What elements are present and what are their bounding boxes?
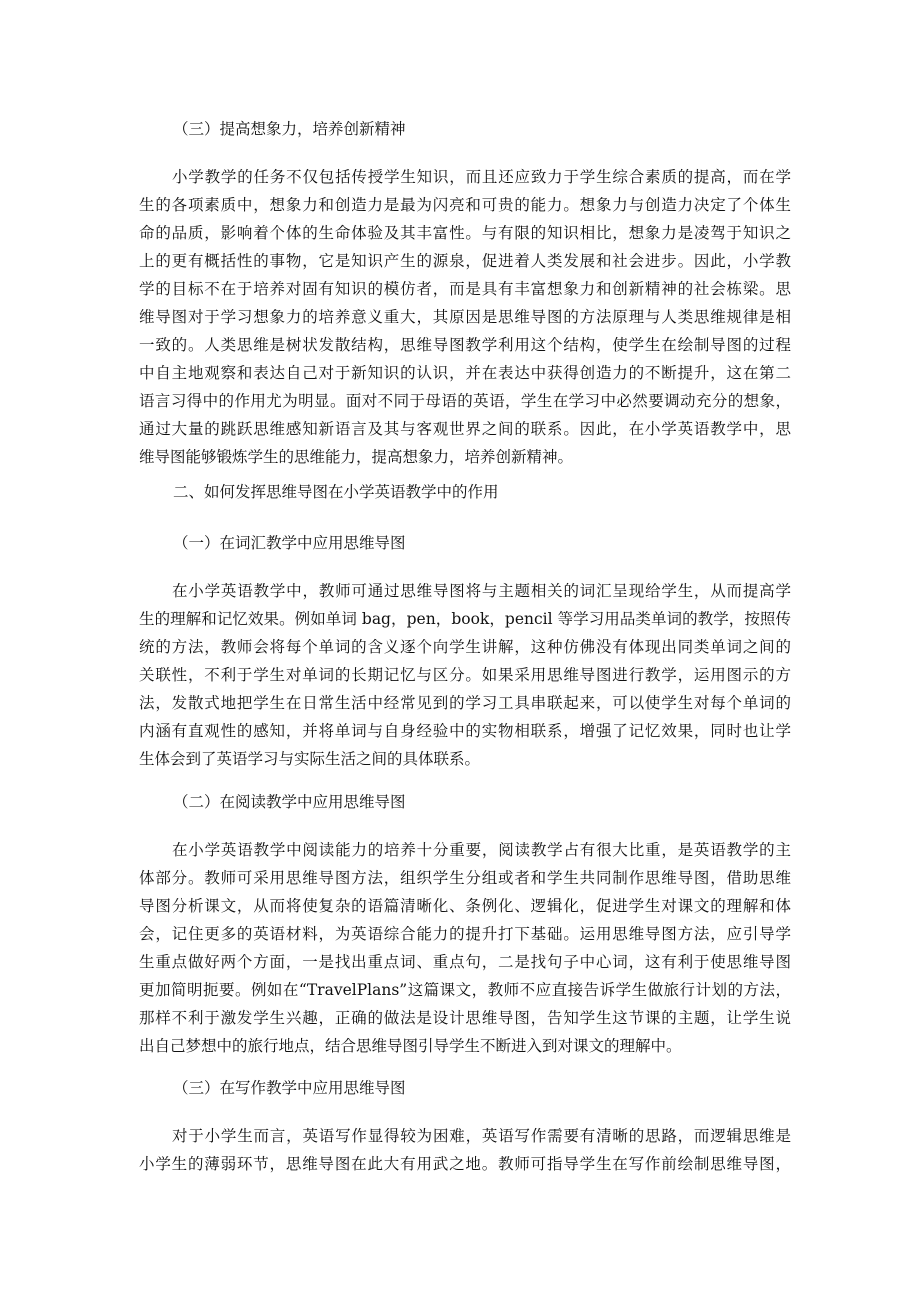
- text-line: 法，发散式地把学生在日常生活中经常见到的学习工具串联起来，可以使学生对每个单词的: [139, 694, 791, 712]
- text-line: 导图分析课文，从而将使复杂的语篇清晰化、条例化、逻辑化，促进学生对课文的理解和体: [139, 897, 791, 915]
- subheading-reading: （二）在阅读教学中应用思维导图: [173, 793, 406, 811]
- paragraph-writing: [139, 1122, 791, 1178]
- text-line: 那样不利于激发学生兴趣，正确的做法是设计思维导图，告知学生这节课的主题，让学生说: [139, 1009, 791, 1027]
- subheading-writing: （三）在写作教学中应用思维导图: [173, 1079, 406, 1097]
- text-line: 在小学英语教学中阅读能力的培养十分重要，阅读教学占有很大比重，是英语教学的主: [172, 841, 791, 859]
- text-line: 上的更有概括性的事物，它是知识产生的源泉，促进着人类发展和社会进步。因此，小学教: [139, 252, 791, 270]
- text-line: 内涵有直观性的感知，并将单词与自身经验中的实物相联系，增强了记忆效果，同时也让学: [139, 722, 791, 740]
- text-line: 通过大量的跳跃思维感知新语言及其与客观世界之间的联系。因此，在小学英语教学中，思: [139, 420, 791, 438]
- text-line: 一致的。人类思维是树状发散结构，思维导图教学利用这个结构，使学生在绘制导图的过程: [139, 336, 791, 354]
- text-line: 小学教学的任务不仅包括传授学生知识，而且还应致力于学生综合素质的提高，而在学: [172, 168, 791, 186]
- text-line: 维导图对于学习想象力的培养意义重大，其原因是思维导图的方法原理与人类思维规律是相: [139, 308, 791, 326]
- text-line: 中自主地观察和表达自己对于新知识的认识，并在表达中获得创造力的不断提升，这在第二: [139, 364, 791, 382]
- text-line: 更加简明扼要。例如在“TravelPlans”这篇课文，教师不应直接告诉学生做旅行计划的方法，: [139, 981, 791, 999]
- text-line: 生体会到了英语学习与实际生活之间的具体联系。: [139, 750, 481, 768]
- paragraph-imagination: [139, 163, 791, 471]
- text-line: 会，记住更多的英语材料，为英语综合能力的提升打下基础。运用思维导图方法，应引导学: [139, 925, 791, 943]
- text-line: 学的目标不在于培养对固有知识的模仿者，而是具有丰富想象力和创新精神的社会栋梁。思: [139, 280, 791, 298]
- text-line: 命的品质，影响着个体的生命体验及其丰富性。与有限的知识相比，想象力是凌驾于知识之: [139, 224, 791, 242]
- paragraph-vocabulary: [139, 577, 791, 773]
- text-line: 统的方法，教师会将每个单词的含义逐个向学生讲解，这种仿佛没有体现出同类单词之间的: [139, 638, 791, 656]
- text-line: 关联性，不利于学生对单词的长期记忆与区分。如果采用思维导图进行教学，运用图示的方: [139, 666, 791, 684]
- text-line: 出自己梦想中的旅行地点，结合思维导图引导学生不断进入到对课文的理解中。: [139, 1037, 682, 1055]
- subheading-vocabulary: （一）在词汇教学中应用思维导图: [173, 534, 406, 552]
- text-line: 小学生的薄弱环节，思维导图在此大有用武之地。教师可指导学生在写作前绘制思维导图，: [139, 1155, 791, 1173]
- text-line: 对于小学生而言，英语写作显得较为困难，英语写作需要有清晰的思路，而逻辑思维是: [172, 1127, 791, 1145]
- text-line: 语言习得中的作用尤为明显。面对不同于母语的英语，学生在学习中必然要调动充分的想象，: [139, 392, 791, 410]
- section-heading-2: 二、如何发挥思维导图在小学英语教学中的作用: [173, 483, 499, 501]
- paragraph-reading: [139, 836, 791, 1060]
- subheading-imagination: （三）提高想象力，培养创新精神: [173, 120, 406, 138]
- text-line: 生的理解和记忆效果。例如单词 bag，pen，book，pencil 等学习用品类单词的教学，按照传: [139, 610, 791, 628]
- text-line: 生重点做好两个方面，一是找出重点词、重点句，二是找句子中心词，这有利于使思维导图: [139, 953, 791, 971]
- text-line: 在小学英语教学中，教师可通过思维导图将与主题相关的词汇呈现给学生，从而提高学: [172, 582, 791, 600]
- text-line: 生的各项素质中，想象力和创造力是最为闪亮和可贵的能力。想象力与创造力决定了个体生: [139, 196, 791, 214]
- text-line: 维导图能够锻炼学生的思维能力，提高想象力，培养创新精神。: [139, 448, 574, 466]
- text-line: 体部分。教师可采用思维导图方法，组织学生分组或者和学生共同制作思维导图，借助思维: [139, 869, 791, 887]
